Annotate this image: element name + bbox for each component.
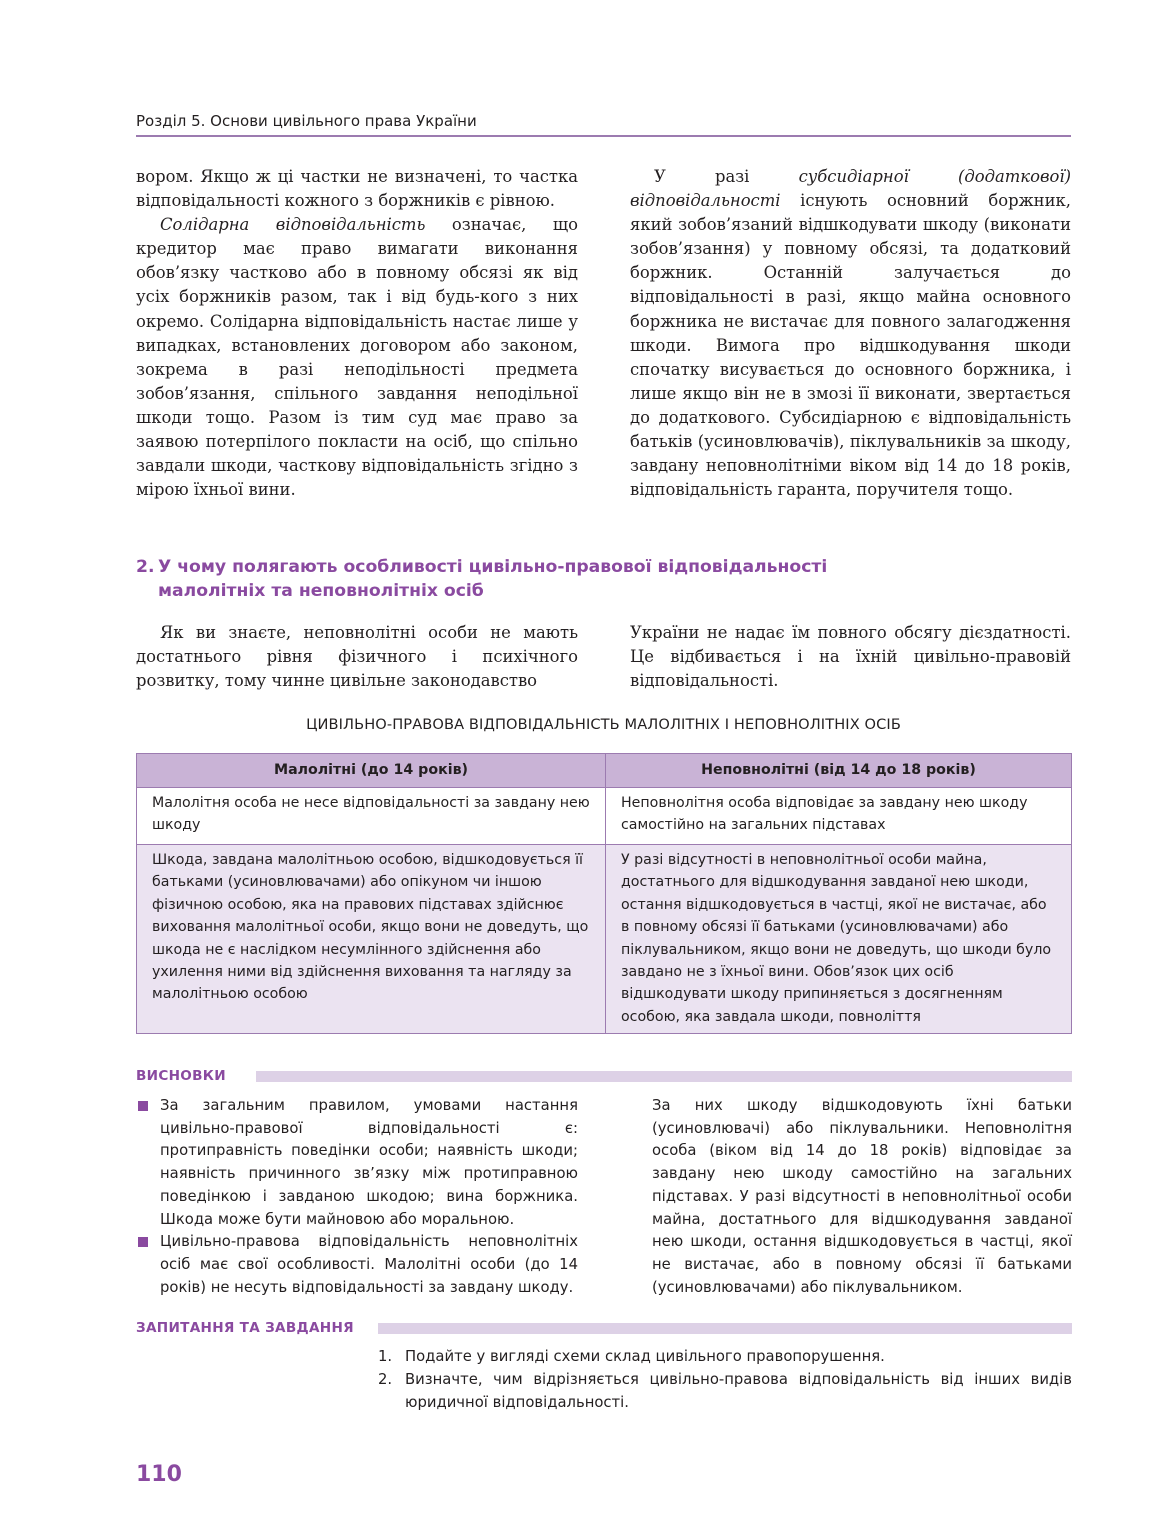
- item-number: 1.: [378, 1348, 393, 1365]
- table-cell: У разі відсутності в неповнолітньої особи майна, достатнього для відшкодування завданої нею шкоди, остання відшкодовується в частці, якої не вистачає, або в повному обсязі її батьками (усиновлювачами) або піклувальником, якщо вони не доведуть, що шкоди було завдано не з їхньої вини. Обов’язок цих осіб відшкодувати шкоду припиняється з досягненням особою, яка завдала шкоди, повноліття: [606, 845, 1072, 1034]
- section-heading: [136, 555, 1076, 603]
- paragraph-text: існують основний боржник, який зобов’язаний відшкодувати шкоду (виконати зобов’язання) у повному обсязі, та додатковий боржник. Останній залучається до відповідальності в разі, якщо майна основного боржника не вистачає для повного залагодження шкоди. Вимога про відшкодування шкоди спочатку висувається до основного боржника, і лише якщо він не в змозі її виконати, звертається до додаткового. Субсидіарною є відповідальність батьків (усиновлювачів), піклувальників за шкоду, завдану неповнолітніми віком від 14 до 18 років, відповідальність гаранта, поручителя тощо.: [630, 191, 1071, 500]
- list-item: [136, 1231, 578, 1299]
- paragraph: Як ви знаєте, неповнолітні особи не мають достатнього рівня фізичного і психічного розвитку, тому чинне цивільне законодавство: [136, 623, 578, 691]
- paragraph-text: У разі: [654, 167, 799, 186]
- item-text: Визначте, чим відрізняється цивільно-правова відповідальність від інших видів юридичної відповідальності.: [405, 1370, 1072, 1411]
- list-item: [378, 1346, 1072, 1369]
- page-number: 110: [136, 1462, 182, 1487]
- table-row: [137, 788, 1072, 845]
- section-title-line1: У чому полягають особливості цивільно-правової відповідальності: [158, 557, 828, 577]
- list-item-text: За загальним правилом, умовами настання цивільно-правової відповідальності є: протиправність поведінки особи; наявність шкоди; наявність причинного зв’язку між протиправною поведінкою і завданою шкодою; вина боржника. Шкода може бути майновою або моральною.: [160, 1097, 578, 1228]
- section-left-column: [136, 621, 578, 693]
- square-bullet-icon: [138, 1237, 148, 1247]
- list-item-text: Цивільно-правова відповідальність неповнолітніх осіб має свої особливості. Малолітні особи (до 14 років) не несуть відповідальності за завдану шкоду.: [160, 1233, 578, 1296]
- list-item: [378, 1369, 1072, 1415]
- table-title: ЦИВІЛЬНО-ПРАВОВА ВІДПОВІДАЛЬНІСТЬ МАЛОЛІТНІХ І НЕПОВНОЛІТНІХ ОСІБ: [306, 716, 901, 733]
- header-divider: [136, 135, 1071, 137]
- table-header-cell: Неповнолітні (від 14 до 18 років): [606, 754, 1072, 788]
- top-right-column: [630, 165, 1071, 502]
- table-header-cell: Малолітні (до 14 років): [137, 754, 606, 788]
- running-header: Розділ 5. Основи цивільного права України: [136, 112, 477, 130]
- conclusions-left: [136, 1095, 578, 1299]
- top-left-column: [136, 165, 578, 502]
- section-title-line2: малолітніх та неповнолітніх осіб: [158, 581, 484, 601]
- paragraph-text: означає, що кредитор має право вимагати виконання обов’язку частково або в повному обсязі як від усіх боржників разом, так і від будь-кого з них окремо. Солідарна відповідальність настає лише у випадках, встановлених договором або законом, зокрема в разі неподільності предмета зобов’язання, спільного завдання неподільної шкоди тощо. Разом із тим суд має право за заявою потерпілого покласти на осіб, що спільно завдали шкоди, часткову відповідальність згідно з мірою їхньої вини.: [136, 215, 578, 500]
- table-cell: Шкода, завдана малолітньою особою, відшкодовується її батьками (усиновлювачами) або опікуном чи іншою фізичною особою, яка на правових підставах здійснює виховання малолітньої особи, якщо вони не доведуть, що шкода не є наслідком несумлінного здійснення або ухилення ними від здійснення виховання та нагляду за малолітньою особою: [137, 845, 606, 1034]
- table-cell: Неповнолітня особа відповідає за завдану нею шкоду самостійно на загальних підставах: [606, 788, 1072, 845]
- table-row: [137, 845, 1072, 1034]
- table-header-row: [137, 754, 1072, 788]
- paragraph: України не надає їм повного обсягу дієздатності. Це відбивається і на їхній цивільно-правовій відповідальності.: [630, 623, 1071, 691]
- paragraph-solidarity: [136, 213, 578, 502]
- section-right-column: [630, 621, 1071, 693]
- questions-list: [378, 1346, 1072, 1414]
- paragraph-subsidiary: [630, 165, 1071, 502]
- item-number: 2.: [378, 1370, 393, 1388]
- paragraph: вором. Якщо ж ці частки не визначені, то частка відповідальності кожного з боржників є рівною.: [136, 167, 578, 211]
- term-subsidiary: субсидіарної (додаткової) відповідальності: [630, 167, 1071, 211]
- conclusions-band: [256, 1071, 1072, 1082]
- conclusions-right: За них шкоду відшкодовують їхні батьки (усиновлювачі) або піклувальники. Неповнолітня особа (віком від 14 до 18 років) відповідає за завдану нею шкоду самостійно на загальних підставах. У разі відсутності в неповнолітньої особи майна, достатнього для відшкодування завданої нею шкоди, остання відшкодовується в частці, якої не вистачає, або в повному обсязі її батьками (усиновлювачами) або піклувальником.: [652, 1097, 1072, 1296]
- item-text: Подайте у вигляді схеми склад цивільного правопорушення.: [405, 1348, 885, 1365]
- conclusions-label: ВИСНОВКИ: [136, 1068, 226, 1084]
- term-solidarity: Солідарна відповідальність: [160, 215, 426, 235]
- responsibility-table: [136, 753, 1072, 1034]
- square-bullet-icon: [138, 1101, 148, 1111]
- section-number: 2.: [136, 557, 155, 577]
- table-cell: Малолітня особа не несе відповідальності за завдану нею шкоду: [137, 788, 606, 845]
- list-item: [136, 1095, 578, 1231]
- questions-band: [378, 1323, 1072, 1334]
- questions-label: ЗАПИТАННЯ ТА ЗАВДАННЯ: [136, 1320, 354, 1336]
